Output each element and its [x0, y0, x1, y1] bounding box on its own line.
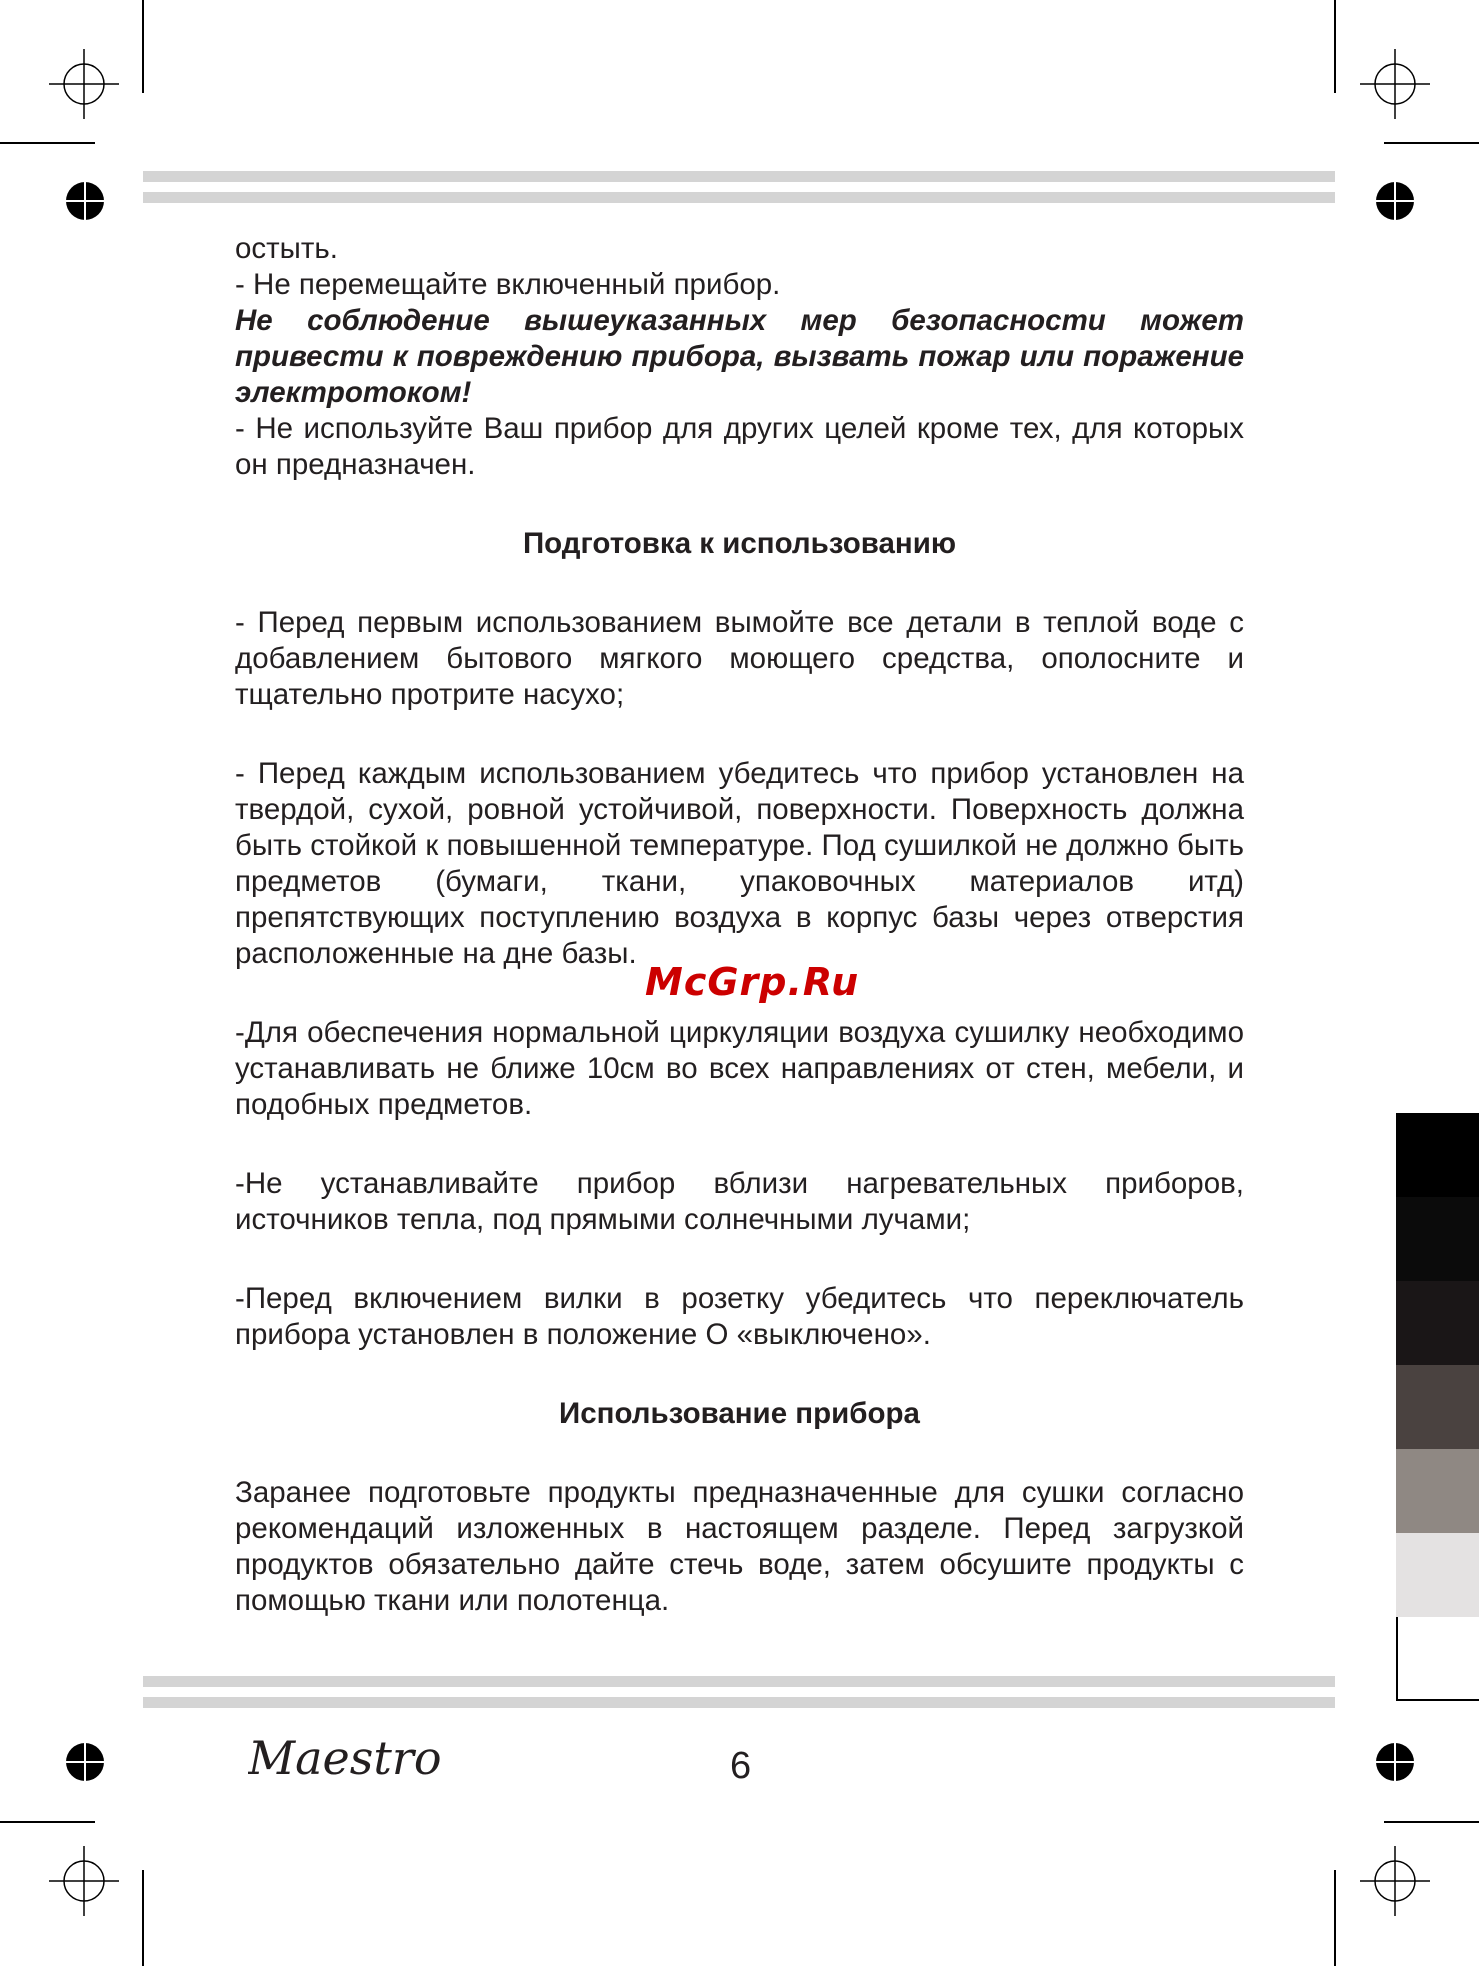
color-swatch — [1396, 1533, 1479, 1617]
header-bar-top — [143, 171, 1335, 182]
paragraph: -Не устанавливайте прибор вблизи нагревательных приборов, источников тепла, под прямыми солнечными лучами; — [235, 1167, 1244, 1236]
footer-bar-top — [143, 1676, 1335, 1687]
page-content — [235, 231, 1244, 1619]
watermark: McGrp.Ru — [645, 960, 860, 1004]
crosshair-bottom-left-icon — [49, 1846, 119, 1916]
registration-dot-bottom-right-icon — [1375, 1742, 1415, 1782]
registration-dot-bottom-left-icon — [65, 1742, 105, 1782]
color-swatch — [1396, 1113, 1479, 1197]
section-heading-preparation: Подготовка к использованию — [522, 527, 957, 560]
paragraph: -Для обеспечения нормальной циркуляции воздуха сушилку необходимо устанавливать не ближе 10см во всех направлениях от стен, мебели, и подобных предметов. — [235, 1016, 1244, 1121]
color-swatch — [1396, 1617, 1479, 1701]
text-line: остыть. — [235, 232, 338, 265]
safety-warning: Не соблюдение вышеуказанных мер безопасности может привести к повреждению прибора, вызвать пожар или поражение электротоком! — [235, 304, 1244, 409]
color-swatch — [1396, 1449, 1479, 1533]
crosshair-top-left-icon — [49, 49, 119, 119]
paragraph: -Перед включением вилки в розетку убедитесь что переключатель прибора установлен в положение О «выключено». — [235, 1282, 1244, 1351]
color-swatch — [1396, 1365, 1479, 1449]
color-swatch — [1396, 1281, 1479, 1365]
header-bar-bottom — [143, 192, 1335, 203]
registration-dot-top-right-icon — [1375, 181, 1415, 221]
registration-dot-top-left-icon — [65, 181, 105, 221]
paragraph: Заранее подготовьте продукты предназначенные для сушки согласно рекомендаций изложенных в настоящем разделе. Перед загрузкой продуктов обязательно дайте стечь воде, затем обсушите продукты с помощью ткани или полотенца. — [235, 1476, 1244, 1617]
brand-logo-text: Maestro — [248, 1731, 442, 1785]
page-number: 6 — [730, 1745, 752, 1787]
footer-bar-bottom — [143, 1697, 1335, 1708]
brand-logo — [248, 1726, 448, 1786]
purpose-note: - Не используйте Ваш прибор для других целей кроме тех, для которых он предназначен. — [235, 412, 1244, 481]
crosshair-bottom-right-icon — [1360, 1846, 1430, 1916]
color-swatch — [1396, 1197, 1479, 1281]
section-heading-usage: Использование прибора — [559, 1397, 920, 1430]
paragraph: - Перед первым использованием вымойте все детали в теплой воде с добавлением бытового мягкого моющего средства, ополосните и тщательно протрите насухо; — [235, 606, 1244, 711]
crosshair-top-right-icon — [1360, 49, 1430, 119]
text-line: - Не перемещайте включенный прибор. — [235, 268, 781, 301]
paragraph: - Перед каждым использованием убедитесь что прибор установлен на твердой, сухой, ровной устойчивой, поверхности. Поверхность должна быть стойкой к повышенной температуре. Под сушилкой не должно быть предметов (бумаги, ткани, упаковочных материалов итд) препятствующих поступлению воздуха в корпус базы через отверстия расположенные на дне базы. — [235, 757, 1244, 970]
